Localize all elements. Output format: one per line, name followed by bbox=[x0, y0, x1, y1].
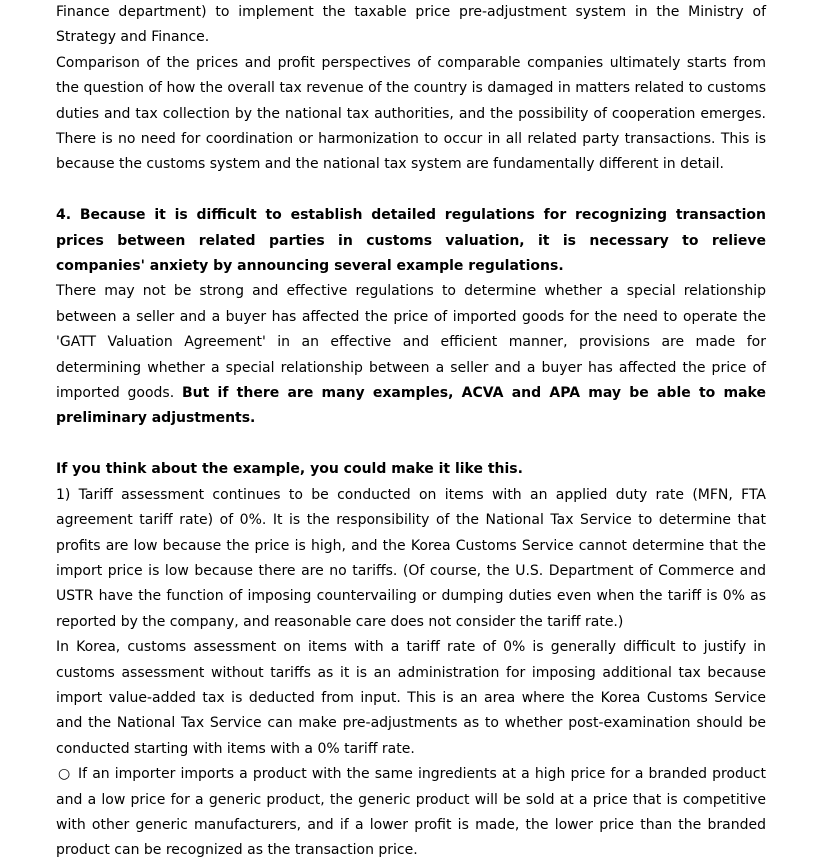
intro-tail-paragraph: Finance department) to implement the taxable price pre-adjustment system in the Ministry of Strategy and Finance. bbox=[56, 4, 766, 46]
example-item-1: 1) Tariff assessment continues to be conducted on items with an applied duty rate (MFN, FTA agreement tariff rate) of 0%. It is the responsibility of the National Tax Service to determine that profits are low because the price is high, and the Korea Customs Service cannot determine that the import price is low because there are no tariffs. (Of course, the U.S. Department of Commerce and USTR have the function of imposing countervailing or dumping duties even when the tariff is 0% as reported by the company, and reasonable care does not consider the tariff rate.) bbox=[56, 486, 766, 630]
document-page bbox=[56, 0, 766, 864]
bullet-text: If an importer imports a product with the same ingredients at a high price for a branded product and a low price for a generic product, the generic product will be sold at a price that is competitive with other generic manufacturers, and if a lower profit is made, the lower price than the branded product can be recognized as the transaction price. bbox=[56, 766, 766, 859]
comparison-paragraph: Comparison of the prices and profit perspectives of comparable companies ultimately starts from the question of how the overall tax revenue of the country is damaged in matters related to customs duties and tax collection by the national tax authorities, and the possibility of cooperation emerges. There is no need for coordination or harmonization to occur in all related party transactions. This is because the customs system and the national tax system are fundamentally different in detail. bbox=[56, 54, 766, 173]
section-4-heading: 4. Because it is difficult to establish detailed regulations for recognizing transaction prices between related parties in customs valuation, it is necessary to relieve companies' anxiety by announcing several example regulations. bbox=[56, 207, 766, 275]
example-heading: If you think about the example, you could make it like this. bbox=[56, 461, 523, 478]
bullet-circle-icon: ○ bbox=[58, 766, 71, 783]
section-4-body bbox=[56, 279, 766, 431]
section-4-body-emphasis: But if there are many examples, ACVA and APA may be able to make preliminary adjustments. bbox=[56, 385, 766, 427]
korea-assessment-paragraph: In Korea, customs assessment on items with a tariff rate of 0% is generally difficult to justify in customs assessment without tariffs as it is an administration for imposing additional tax because import value-added tax is deducted from input. This is an area where the Korea Customs Service and the National Tax Service can make pre-adjustments as to whether post-examination should be conducted starting with items with a 0% tariff rate. bbox=[56, 639, 766, 757]
section-4-body-text: There may not be strong and effective regulations to determine whether a special relationship between a seller and a buyer has affected the price of imported goods for the need to operate the 'GATT Valuation Agreement' in an effective and efficient manner, provisions are made for determining whether a special relationship between a seller and a buyer has affected the price of imported goods. bbox=[56, 283, 766, 402]
paragraph-spacer bbox=[56, 178, 766, 203]
bullet-paragraph bbox=[56, 762, 766, 864]
paragraph-spacer bbox=[56, 432, 766, 457]
